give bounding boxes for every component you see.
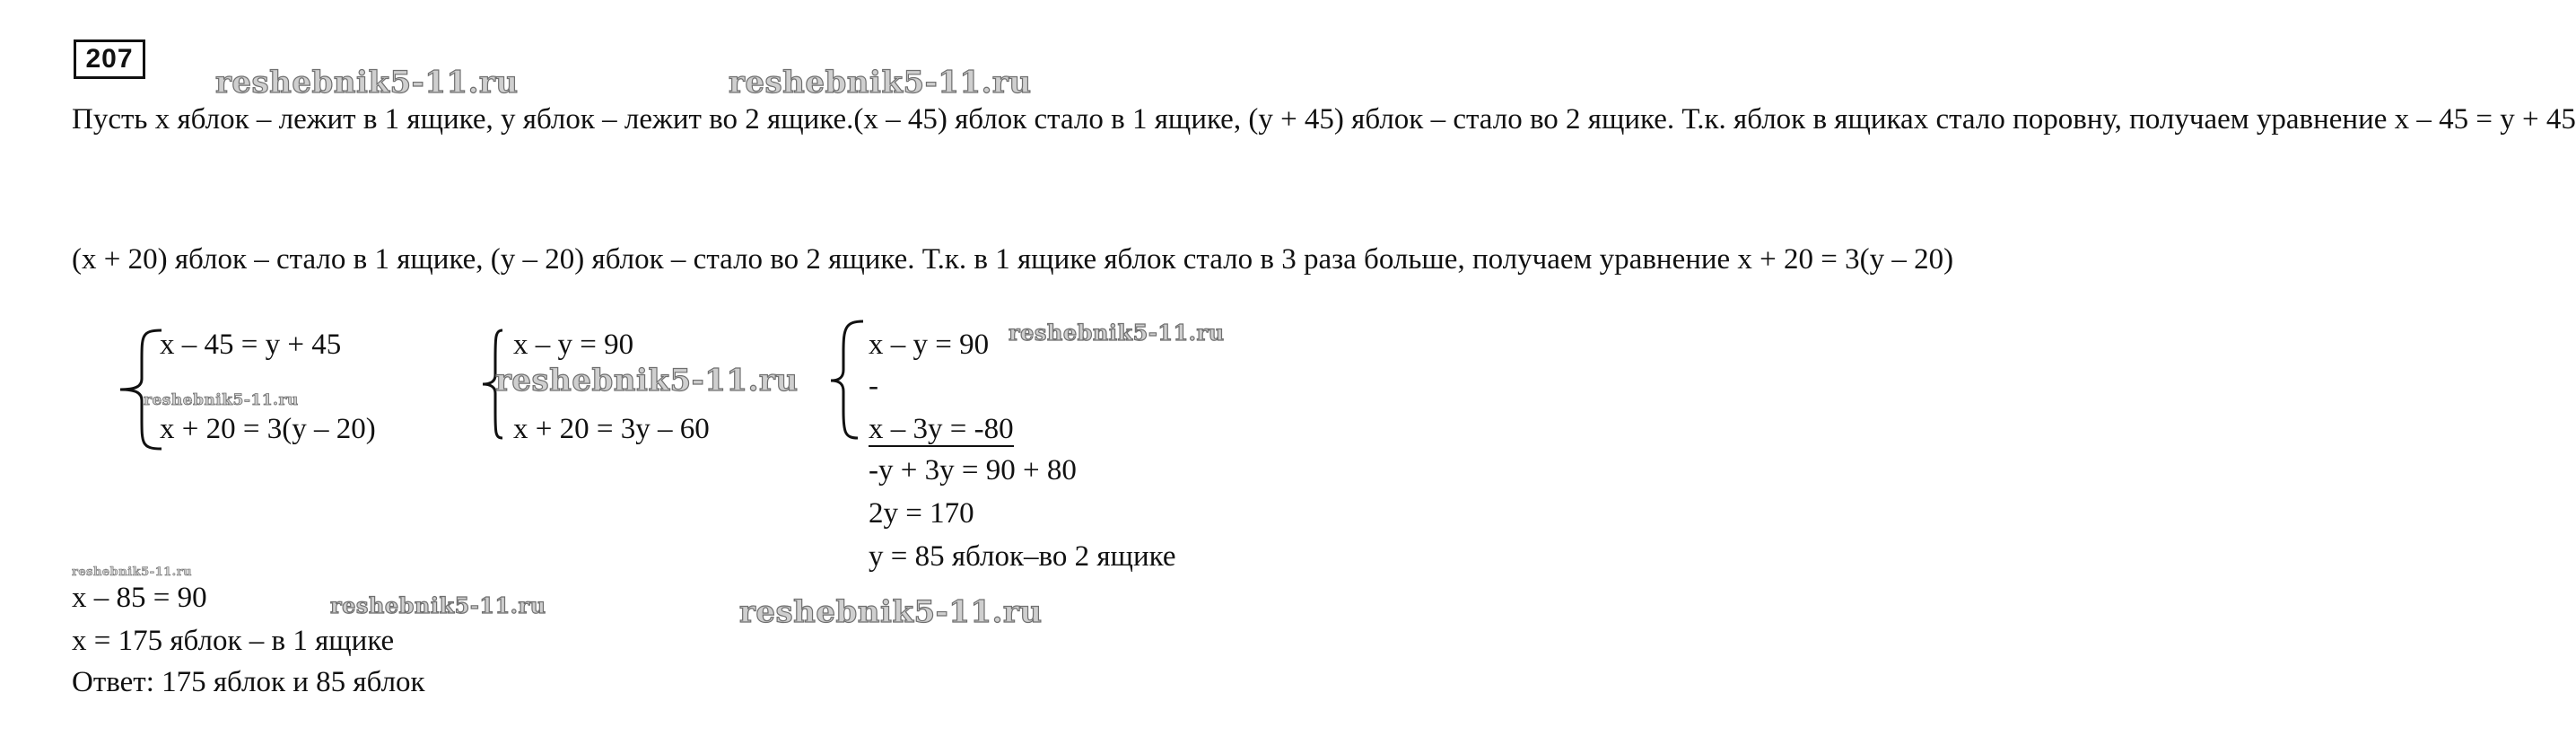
- system1-eq1: х – 45 = у + 45: [160, 329, 342, 361]
- final-step-2: х = 175 яблок – в 1 ящике: [72, 625, 395, 657]
- answer-line: Ответ: 175 яблок и 85 яблок: [72, 666, 425, 698]
- problem-number: 207: [74, 39, 145, 79]
- watermark: reshebnik5-11.ru: [495, 363, 799, 399]
- final-step-1: х – 85 = 90: [72, 582, 207, 614]
- watermark: reshebnik5-11.ru: [215, 65, 519, 101]
- brace-system-3: [829, 316, 872, 442]
- system3-eq2: х – 3у = -80: [869, 413, 1014, 445]
- watermark: reshebnik5-11.ru: [144, 391, 299, 409]
- system3-eq1: х – у = 90: [869, 329, 990, 361]
- watermark: reshebnik5-11.ru: [739, 594, 1043, 630]
- watermark: reshebnik5-11.ru: [330, 592, 546, 618]
- watermark: reshebnik5-11.ru: [729, 65, 1032, 101]
- watermark: reshebnik5-11.ru: [72, 565, 193, 579]
- system2-eq2: х + 20 = 3у – 60: [513, 413, 710, 445]
- system2-eq1: х – у = 90: [513, 329, 634, 361]
- solution-step-1: -у + 3у = 90 + 80: [869, 454, 1077, 486]
- solution-step-3: у = 85 яблок–во 2 ящике: [869, 540, 1176, 573]
- system1-eq2: х + 20 = 3(у – 20): [160, 413, 376, 445]
- system3-minus: -: [869, 370, 878, 402]
- watermark: reshebnik5-11.ru: [1009, 320, 1225, 346]
- paragraph-1: Пусть х яблок – лежит в 1 ящике, у яблок – лежит во 2 ящике.(х – 45) яблок стало в 1 ящике, (у + 45) яблок – стало во 2 ящике. Т.к. яблок в ящиках стало поровну, получаем уравнение х – 45 = у + 45: [72, 103, 2576, 136]
- paragraph-2: (х + 20) яблок – стало в 1 ящике, (у – 20) яблок – стало во 2 ящике. Т.к. в 1 ящике яблок стало в 3 раза больше, получаем уравнение х + 20 = 3(у – 20): [72, 243, 1954, 276]
- system3-eq2-wrap: [869, 411, 1014, 447]
- solution-step-2: 2у = 170: [869, 497, 974, 530]
